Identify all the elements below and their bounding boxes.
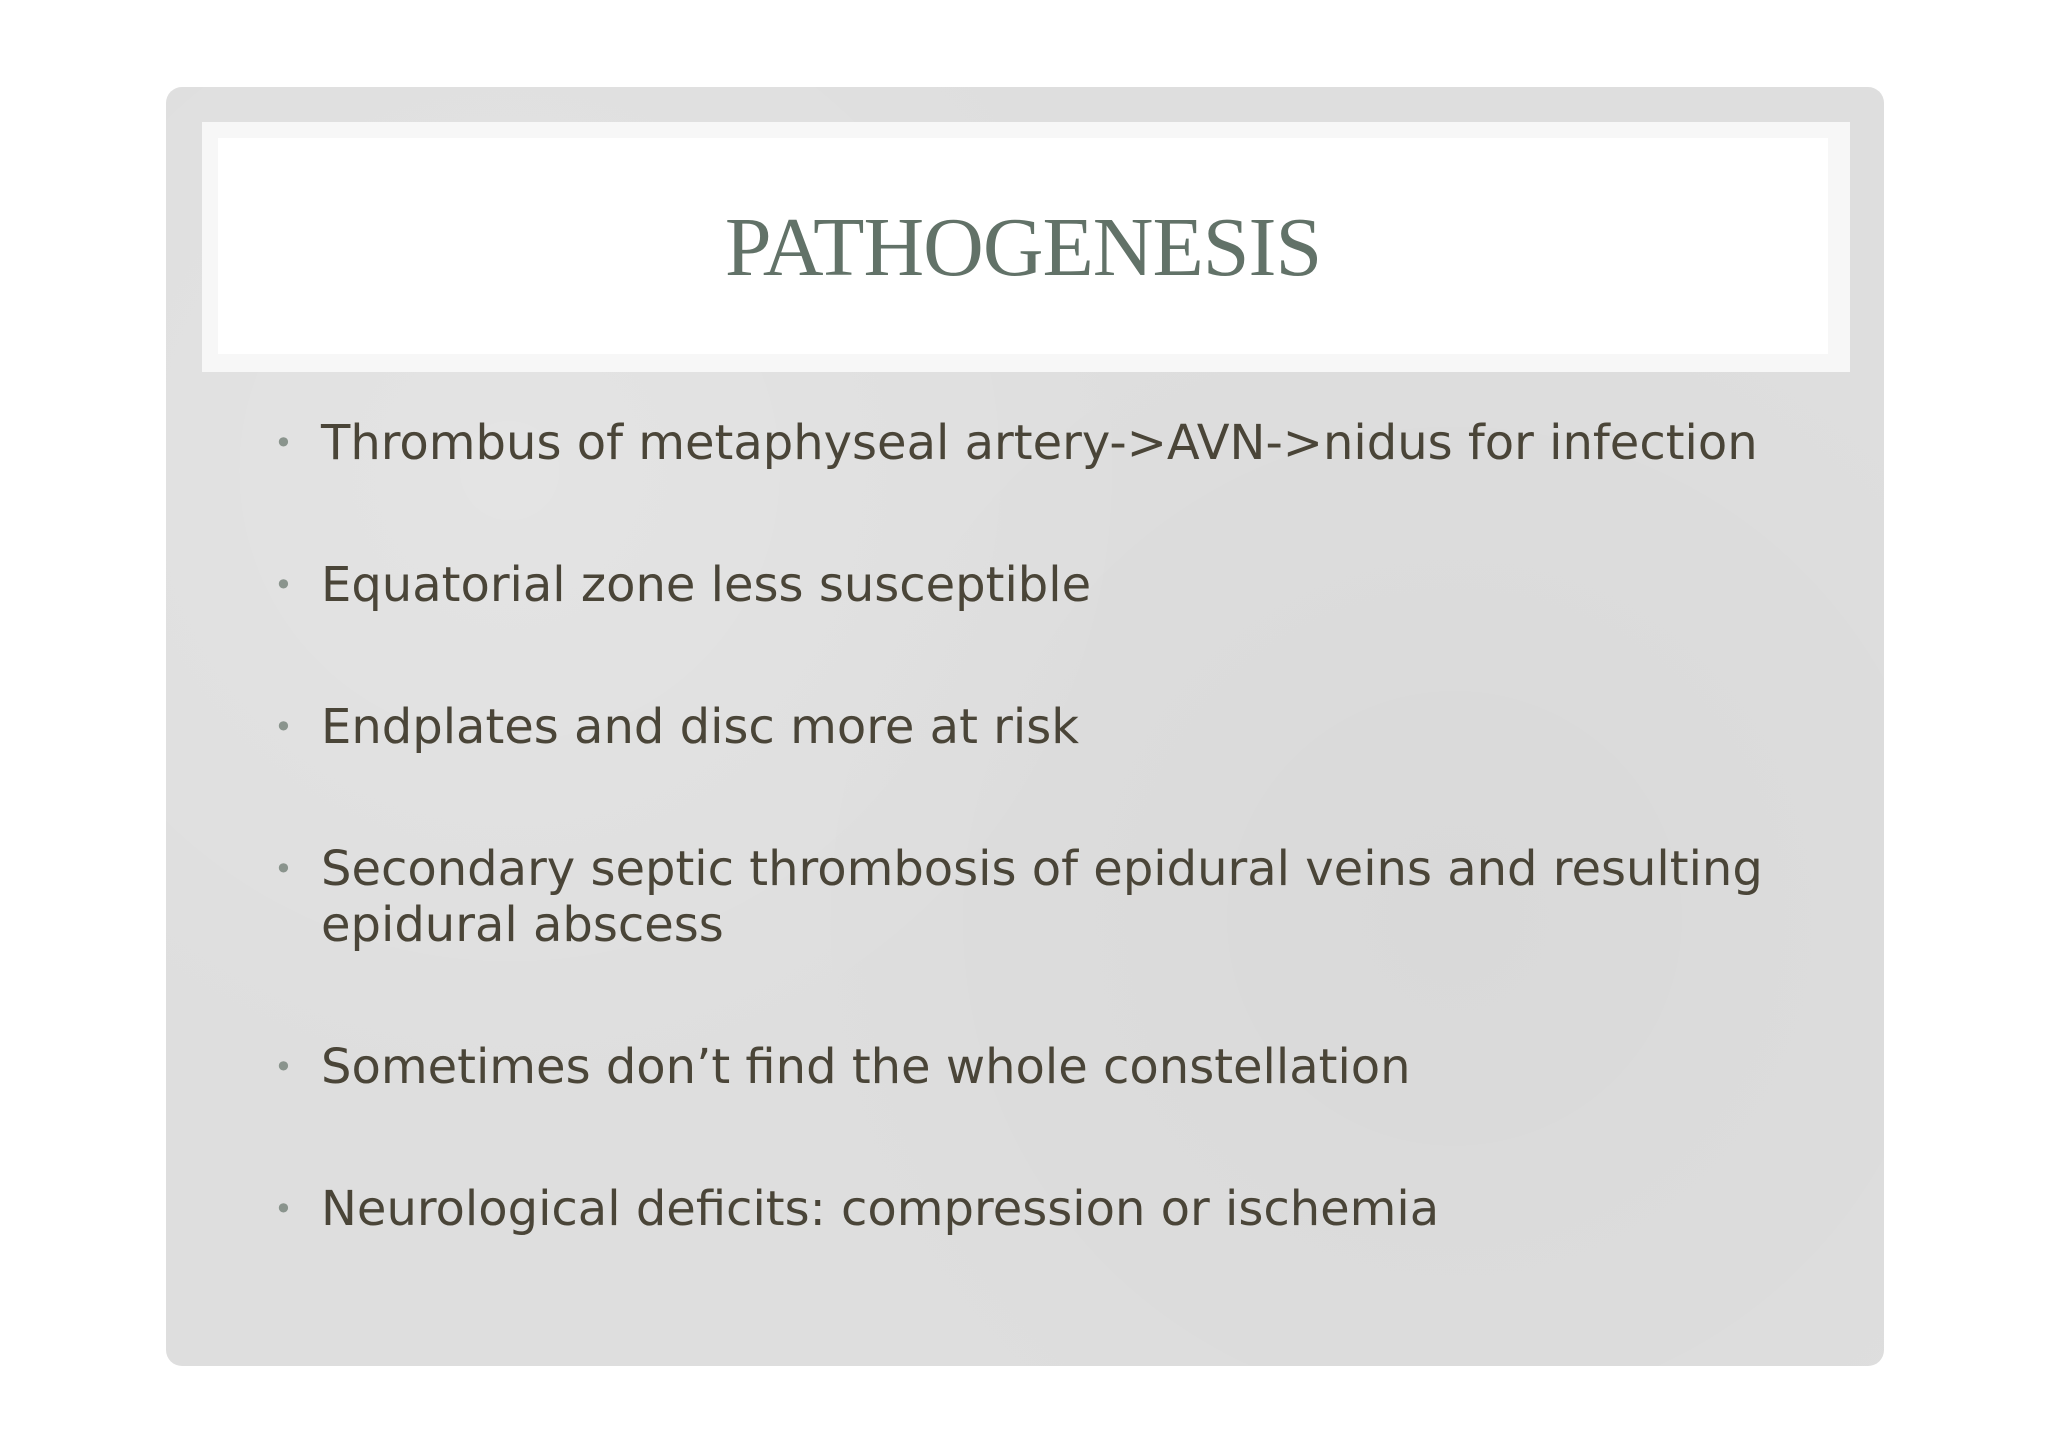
bullet-icon: • <box>274 1190 293 1228</box>
bullet-item <box>274 1181 1834 1237</box>
bullet-icon: • <box>274 850 293 888</box>
bullet-item <box>274 415 1834 471</box>
bullet-item <box>274 841 1834 953</box>
title-box <box>218 138 1828 354</box>
bullet-text: Endplates and disc more at risk <box>321 699 1080 755</box>
bullet-icon: • <box>274 708 293 746</box>
title-frame <box>202 122 1850 372</box>
bullet-icon: • <box>274 1048 293 1086</box>
bullet-item <box>274 699 1834 755</box>
bullet-text: Sometimes don’t find the whole constellation <box>321 1039 1411 1095</box>
bullet-icon: • <box>274 424 293 462</box>
slide-title: PATHOGENESIS <box>724 201 1322 294</box>
bullet-text: Equatorial zone less susceptible <box>321 557 1092 613</box>
bullet-icon: • <box>274 566 293 604</box>
bullet-list <box>274 415 1834 1323</box>
bullet-text: Secondary septic thrombosis of epidural veins and resulting epidural abscess <box>321 841 1763 953</box>
bullet-text: Neurological deficits: compression or ischemia <box>321 1181 1440 1237</box>
bullet-item <box>274 557 1834 613</box>
bullet-item <box>274 1039 1834 1095</box>
bullet-text: Thrombus of metaphyseal artery->AVN->nidus for infection <box>321 415 1758 471</box>
slide <box>166 87 1884 1366</box>
